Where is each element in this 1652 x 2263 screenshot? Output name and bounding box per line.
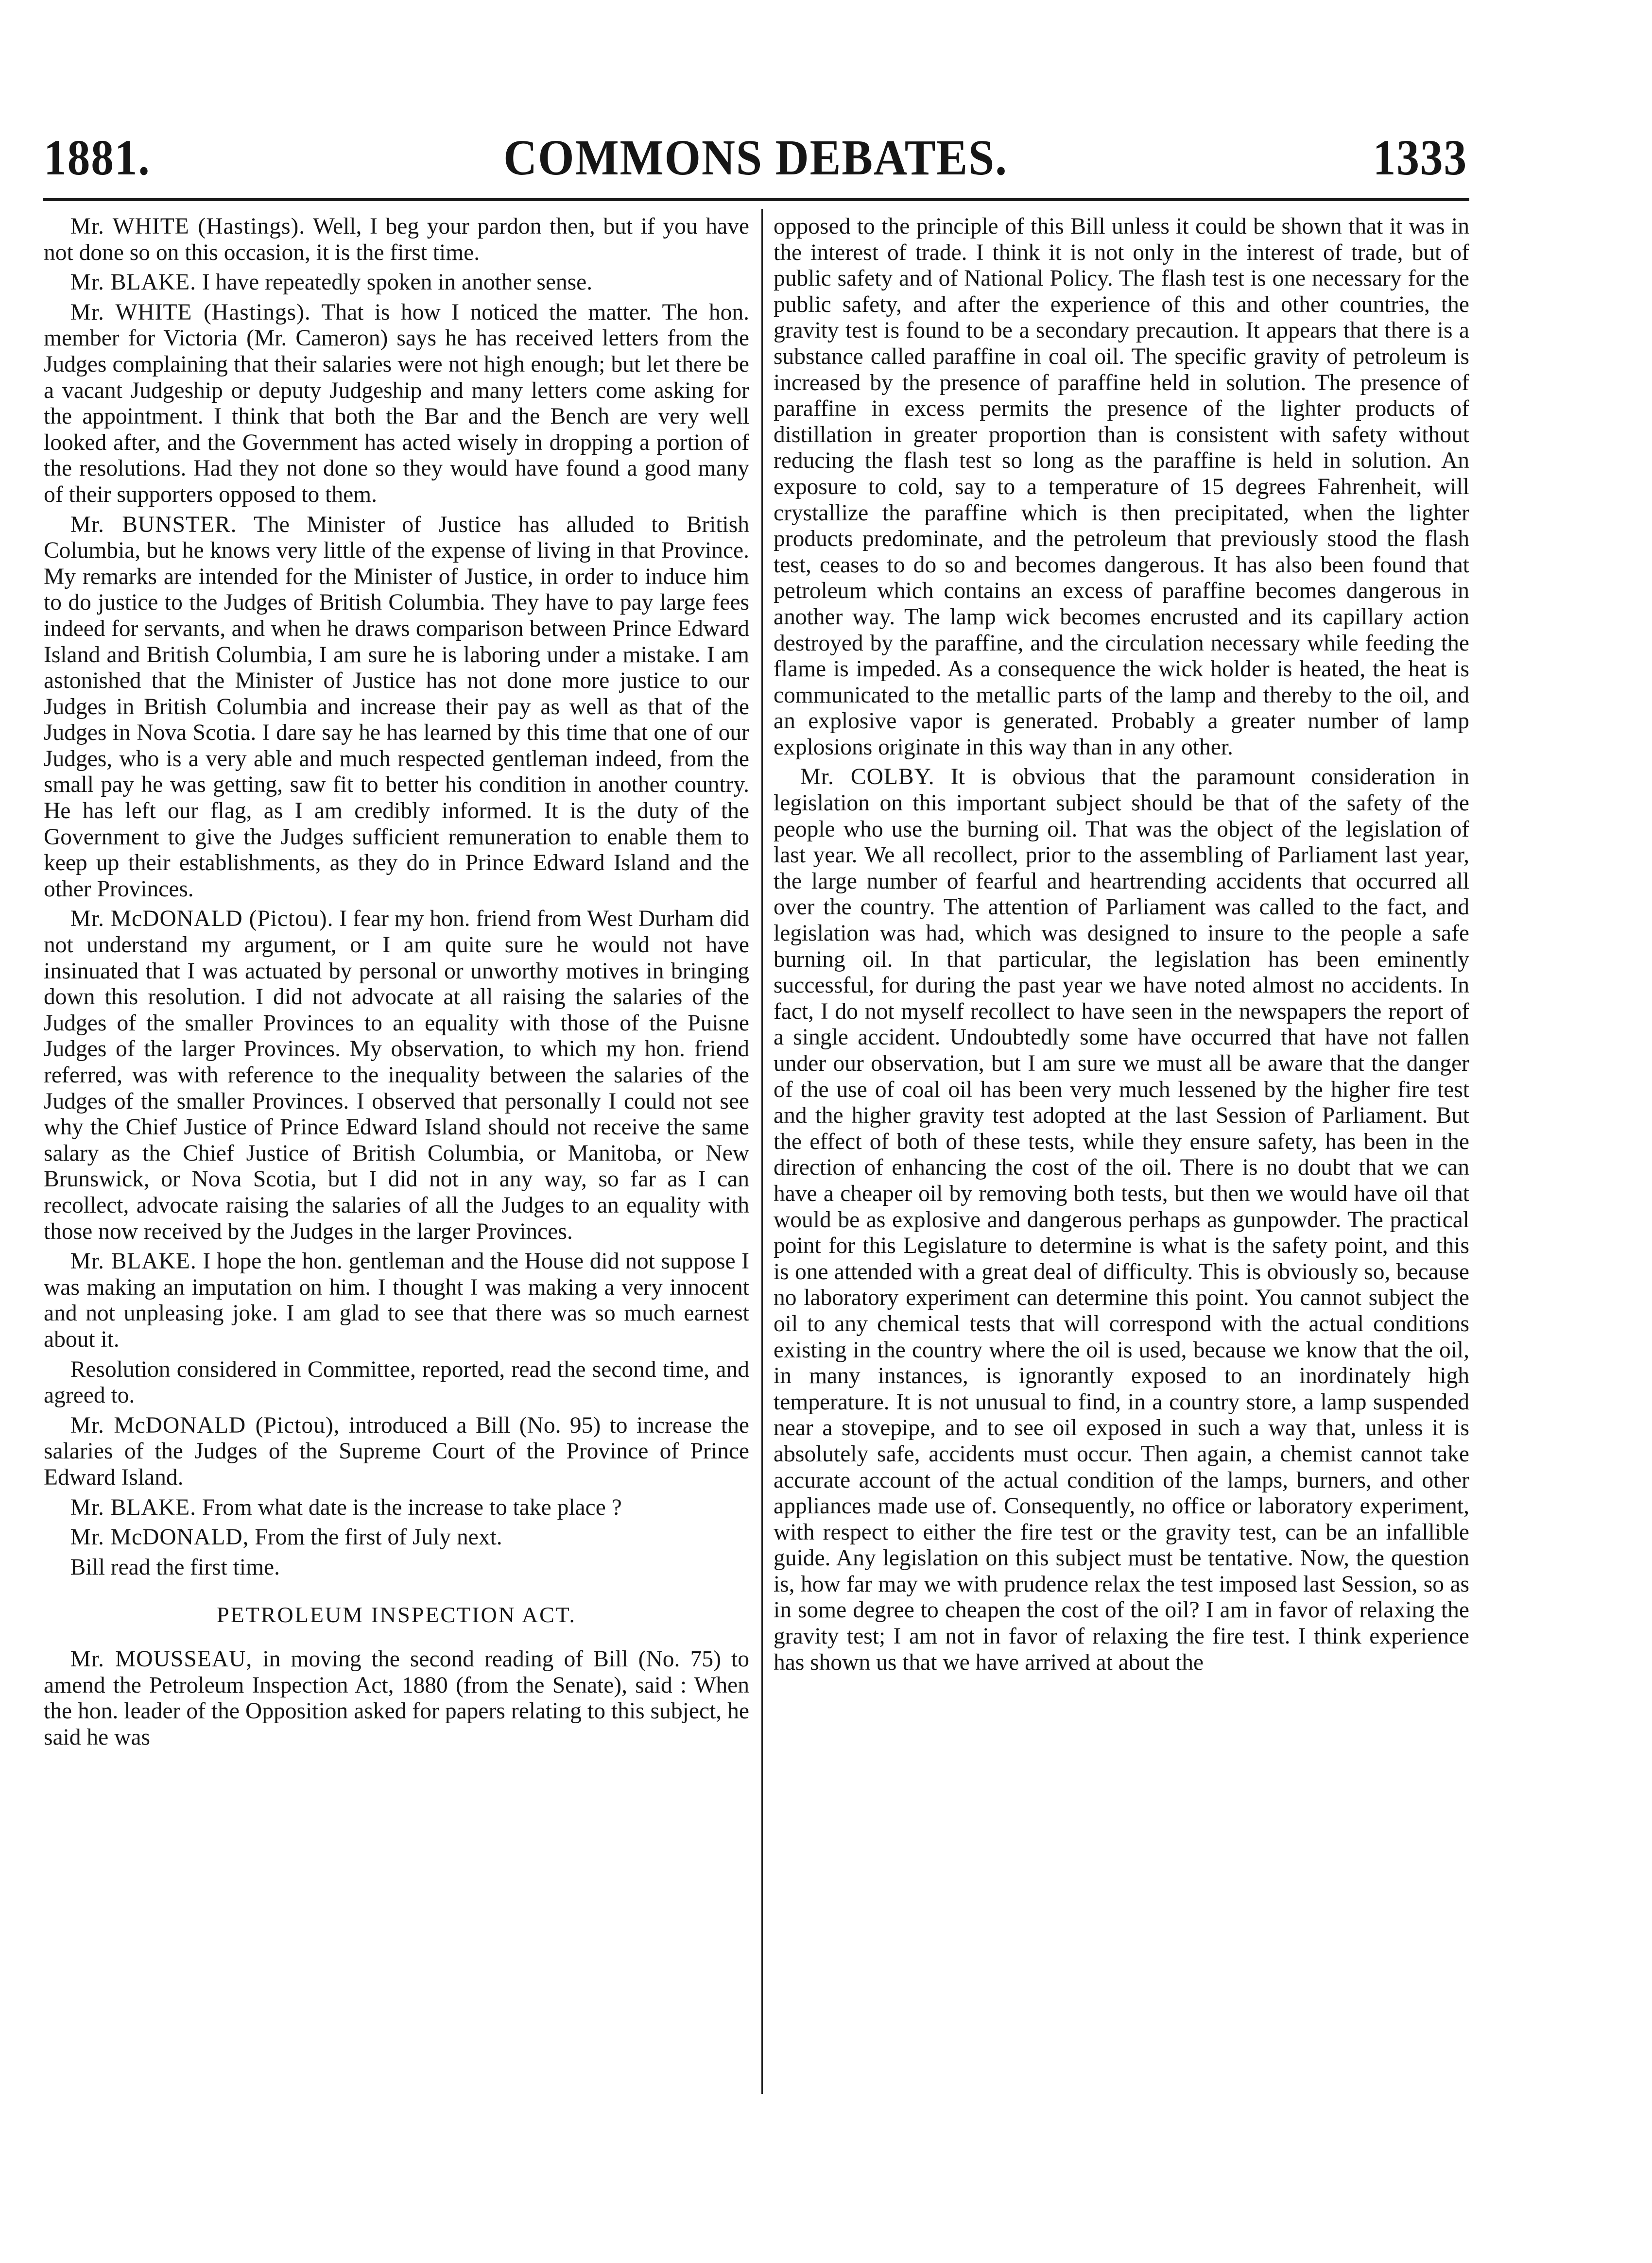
header-title: COMMONS DEBATES. xyxy=(503,130,1008,186)
right-column xyxy=(774,214,1469,1680)
paragraph xyxy=(44,214,749,266)
paragraph-text: in moving the second reading of Bill (No. 75) to amend the Petroleum Inspection Act, 1880 (from the Senate), said : When the hon. leader of the Opposition asked for papers relating to this subject, he said he was xyxy=(44,1646,749,1750)
paragraph-text: I hope the hon. gentleman and the House did not suppose I was making an imputation on him. I thought I was making a very innocent and not unpleasing joke. I am glad to see that there was so much earnest about it. xyxy=(44,1249,749,1352)
speaker-name: Mr. MOUSSEAU, xyxy=(70,1646,253,1672)
section-heading: PETROLEUM INSPECTION ACT. xyxy=(217,1602,576,1628)
paragraph xyxy=(44,1249,749,1353)
header-page-number: 1333 xyxy=(1373,130,1467,186)
paragraph-text: I fear my hon. friend from West Durham did not understand my argument, or I am quite sure he would not have insinuated that I was actuated by personal or unworthy motives in bringing down this resolution. I did not advocate at all raising the salaries of the Judges of the smaller Provinces to an equality with those of the Puisne Judges of the larger Provinces. My observation, to which my hon. friend referred, was with reference to the inequality between the salaries of the Judges of the smaller Provinces. I observed that personally I could not see why the Chief Justice of Prince Edward Island should not receive the same salary as the Chief Justice of British Columbia, or Manitoba, or New Brunswick, or Nova Scotia, but I did not in any way, so far as I can recollect, advocate raising the salaries of all the Judges to an equality with those now received by the Judges in the larger Provinces. xyxy=(44,906,749,1244)
speaker-name: Mr. McDONALD (Pictou), xyxy=(70,1412,340,1438)
right-column-debate xyxy=(774,764,1469,1676)
paragraph xyxy=(44,906,749,1245)
header-year: 1881. xyxy=(44,130,151,186)
paragraph xyxy=(44,1413,749,1491)
paragraph xyxy=(44,1555,749,1581)
page-header xyxy=(44,124,1467,192)
speaker-name: Mr. BUNSTER. xyxy=(70,512,237,537)
paragraph-text: Bill read the first time. xyxy=(70,1554,280,1580)
paragraph-text: That is how I noticed the matter. The hon. member for Victoria (Mr. Cameron) says he has received letters from the Judges complaining that their salaries were not high enough; but let there be a vacant Judgeship or deputy Judgeship and many letters come asking for the appointment. I think that both the Bar and the Bench are very well looked after, and the Government has acted wisely in dropping a portion of the resolutions. Had they not done so they would have found a good many of their supporters opposed to them. xyxy=(44,299,749,507)
paragraph-text: From what date is the increase to take place ? xyxy=(196,1494,622,1520)
speaker-name: Mr. BLAKE. xyxy=(70,270,196,295)
speaker-name: Mr. COLBY. xyxy=(800,764,935,790)
paragraph xyxy=(44,1525,749,1551)
speaker-name: Mr. McDONALD (Pictou). xyxy=(70,906,334,932)
paragraph-text: Well, I beg your pardon then, but if you have not done so on this occasion, it is the first time. xyxy=(44,214,749,265)
left-column-petroleum xyxy=(44,1646,749,1750)
paragraph-text: It is obvious that the paramount consideration in legislation on this important subject should be that of the safety of the people who use the burning oil. That was the object of the legislation of last year. We all recollect, prior to the assembling of Parliament last year, the large number of fearful and heartrending accidents that occurred all over the country. The attention of Parliament was called to the fact, and legislation was had, which was designed to insure to the people a safe burning oil. In that particular, the legislation has been eminently successful, for during the past year we have noted almost no accidents. In fact, I do not myself recollect to have seen in the newspapers the report of a single accident. Undoubtedly some have occurred that have not fallen under our observation, but I am sure we must all be aware that the danger of the use of coal oil has been very much lessened by the higher fire test and the higher gravity test adopted at the last Session of Parliament. But the effect of both of these tests, while they ensure safety, has been in the direction of enhancing the cost of the oil. There is no doubt that we can have a cheaper oil by removing both tests, but then we would have oil that would be as explosive and dangerous perhaps as gunpowder. The practical point for this Legislature to determine is what is the safety point, and this is one attended with a great deal of difficulty. This is obviously so, because no laboratory experiment can determine this point. You cannot subject the oil to any chemical tests that will correspond with the actual conditions existing in the country where the oil is used, because we know that the oil, in many instances, is ignorantly exposed to an inordinately high temperature. It is not unusual to find, in a country store, a lamp suspended near a stovepipe, and to see oil exposed in such a way that, unless it is absolutely safe, accidents must occur. Then again, a chemist cannot take accurate account of the actual condition of the lamps, burners, and other appliances made use of. Consequently, no office or laboratory experiment, with respect to either the fire test or the gravity test, can be an infallible guide. Any legislation on this subject must be tentative. Now, the question is, how far may we with prudence relax the test imposed last Session, so as in some degree to cheapen the cost of the oil? I am in favor of relaxing the gravity test; I am not in favor of relaxing the fire test. I think experience has shown us that we have arrived at about the xyxy=(774,764,1469,1675)
continuation-paragraph: opposed to the principle of this Bill unless it could be shown that it was in the interest of trade. I think it is not only in the interest of trade, but of public safety and of National Policy. The flash test is one necessary for the public safety, and after the experience of this and other countries, the gravity test is found to be a secondary precaution. It appears that there is a substance called paraffine in coal oil. The specific gravity of petroleum is increased by the presence of paraffine held in solution. The presence of paraffine in excess permits the presence of the lighter products of distillation in greater proportion than is consistent with safety without reducing the flash test so long as the paraffine is held in solution. An exposure to cold, say to a temperature of 15 degrees Fahrenheit, will crystallize the paraffine which is then precipitated, when the lighter products predominate, and the petroleum that previously stood the flash test, ceases to do so and becomes dangerous. It has also been found that petroleum which contains an excess of paraffine becomes dangerous in another way. The lamp wick becomes encrusted and its capillary action destroyed by the paraffine, and the circulation necessary while feeding the flame is impeded. As a consequence the wick holder is heated, the heat is communicated to the metallic parts of the lamp and thereby to the oil, and an explosive vapor is generated. Probably a greater number of lamp explosions originate in this way than in any other. xyxy=(774,214,1469,760)
paragraph xyxy=(44,270,749,296)
header-rule xyxy=(43,198,1469,201)
paragraph xyxy=(44,1357,749,1409)
paragraph xyxy=(44,512,749,903)
paragraph-text: introduced a Bill (No. 95) to increase the salaries of the Judges of the Supreme Court of the Province of Prince Edward Island. xyxy=(44,1412,749,1490)
speaker-name: Mr. WHITE (Hastings). xyxy=(70,299,311,325)
paragraph-text: From the first of July next. xyxy=(249,1525,502,1550)
paragraph-text: The Minister of Justice has alluded to British Columbia, but he knows very little of the expense of living in that Province. My remarks are intended for the Minister of Justice, in order to induce him to do justice to the Judges of British Columbia. They have to pay large fees indeed for servants, and when he draws comparison between Prince Edward Island and British Columbia, I am sure he is laboring under a mistake. I am astonished that the Minister of Justice has not done more justice to our Judges in British Columbia and increase their pay as well as that of the Judges in Nova Scotia. I dare say he has learned by this time that one of our Judges, who is a very able and much respected gentleman indeed, from the small pay he was getting, saw fit to better his condition in another country. He has left our flag, as I am credibly informed. It is the duty of the Government to give the Judges sufficient remuneration to enable them to keep up their establishments, as they do in Prince Edward Island and the other Provinces. xyxy=(44,512,749,902)
left-column xyxy=(44,214,749,1755)
column-divider xyxy=(761,209,763,2094)
speaker-name: Mr. WHITE (Hastings). xyxy=(70,214,306,239)
paragraph-text: I have repeatedly spoken in another sense. xyxy=(196,270,593,295)
speaker-name: Mr. BLAKE. xyxy=(70,1494,196,1520)
speaker-name: Mr. BLAKE. xyxy=(70,1249,197,1274)
paragraph-text: Resolution considered in Committee, reported, read the second time, and agreed to. xyxy=(44,1356,749,1408)
paragraph xyxy=(774,764,1469,1676)
paragraph xyxy=(44,1495,749,1521)
speaker-name: Mr. McDONALD, xyxy=(70,1525,249,1550)
paragraph xyxy=(44,1646,749,1750)
left-column-debate xyxy=(44,214,749,1580)
paragraph xyxy=(44,300,749,508)
